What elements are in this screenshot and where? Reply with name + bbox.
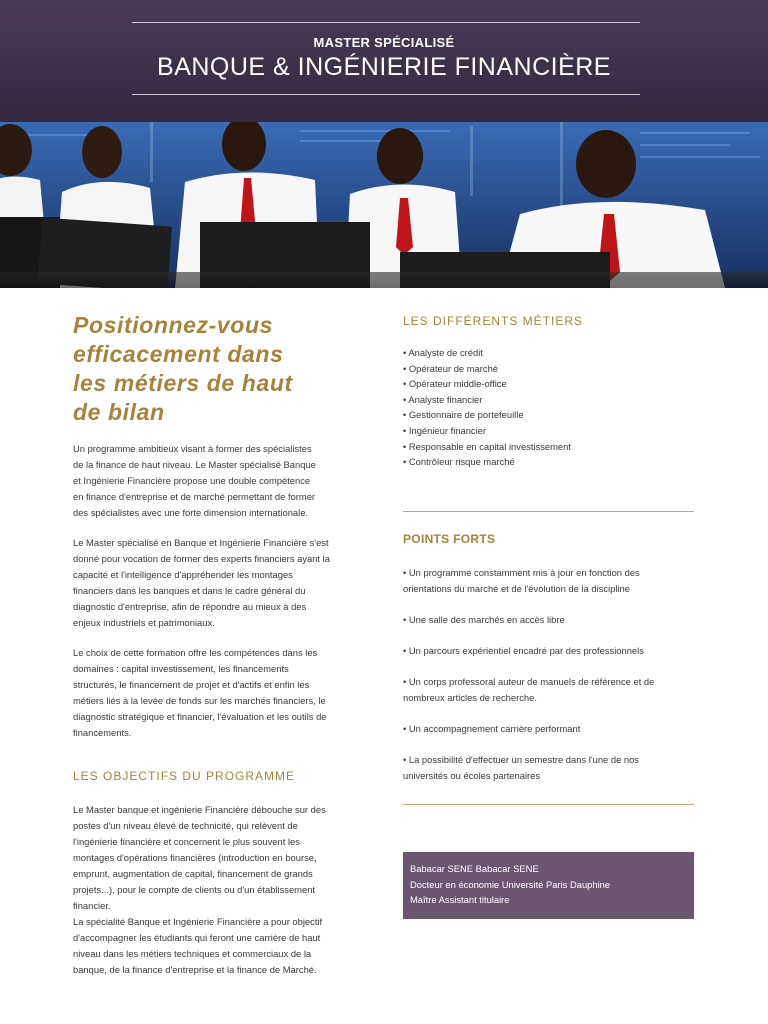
- text-line: • Un parcours expérientiel encadré par des professionnels: [403, 645, 644, 656]
- text-line: projets...), pour le compte de clients ou d'un établissement: [73, 884, 316, 895]
- list-item: • Contrôleur risque marché: [403, 456, 515, 468]
- list-item: • Gestionnaire de portefeuille: [403, 409, 524, 421]
- divider: [403, 804, 694, 805]
- text-line: banque, de la finance d'entreprise et la finance de Marché.: [73, 964, 317, 975]
- text-line: Le choix de cette formation offre les compétences dans les: [73, 647, 318, 658]
- text-line: financier.: [73, 900, 111, 911]
- author-box: [403, 852, 694, 919]
- headline-line: efficacement dans: [73, 341, 284, 367]
- list-item: • Analyste de crédit: [403, 347, 483, 358]
- text-line: l'ingénierie financière et concernent le plus souvent les: [73, 836, 300, 847]
- list-item: • Opérateur middle-office: [403, 378, 507, 390]
- text-line: Un programme ambitieux visant à former des spécialistes: [73, 443, 312, 454]
- author-title: Docteur en économie Université Paris Dauphine: [410, 879, 611, 890]
- header-kicker: MASTER SPÉCIALISÉ: [313, 35, 455, 50]
- text-line: • La possibilité d'effectuer un semestre dans l'une de nos: [403, 754, 639, 765]
- text-line: donné pour vocation de former des experts financiers ayant la: [73, 553, 330, 564]
- list-item: • Analyste financier: [403, 393, 483, 405]
- text-line: montages d'opérations financières (introduction en bourse,: [73, 852, 317, 863]
- text-line: diagnostic stratégique et financier, l'évaluation et les outils de: [73, 711, 327, 722]
- strength-item: [403, 752, 699, 783]
- paragraph-competences: [73, 645, 369, 741]
- text-line: diagnostic d'entreprise, afin de répondre au mieux à des: [73, 601, 307, 612]
- list-item: • Opérateur de marché: [403, 362, 498, 374]
- text-line: • Un corps professoral auteur de manuels de référence et de: [403, 676, 655, 687]
- strength-item: [403, 643, 699, 659]
- text-line: métiers liés à la levée de fonds sur les marchés financiers, le: [73, 695, 326, 706]
- strength-item: [403, 612, 699, 628]
- text-line: • Une salle des marchés en accès libre: [403, 614, 565, 625]
- strength-item: [403, 721, 699, 737]
- author-role: Maître Assistant titulaire: [410, 894, 510, 905]
- text-line: nombreux articles de recherche.: [403, 691, 537, 703]
- students-at-computers-photo: [0, 122, 768, 288]
- header-top-rule: [132, 22, 640, 23]
- jobs-heading: LES DIFFÉRENTS MÉTIERS: [403, 314, 584, 328]
- text-line: • Un programme constamment mis à jour en fonction des: [403, 567, 640, 578]
- points-forts-heading: POINTS FORTS: [403, 532, 496, 546]
- objectives-paragraph: [73, 802, 373, 978]
- divider: [403, 511, 694, 512]
- header-band: [0, 0, 768, 122]
- list-item: • Responsable en capital investissement: [403, 440, 571, 452]
- list-item: • Ingénieur financier: [403, 424, 487, 436]
- text-line: et Ingénierie Financière propose une double compétence: [73, 475, 311, 486]
- text-line: • Un accompagnement carrière performant: [403, 723, 581, 734]
- text-line: La spécialité Banque et Ingénierie Financière a pour objectif: [73, 916, 323, 927]
- intro-paragraph: [73, 441, 369, 521]
- text-line: universités ou écoles partenaires: [403, 769, 541, 781]
- text-line: structurés, le financement de projet et d'actifs et enfin les: [73, 679, 310, 690]
- text-line: en finance d'entreprise et de marché permettant de former: [73, 491, 316, 502]
- text-line: d'accompagner les étudiants qui feront une carrière de haut: [73, 932, 321, 943]
- headline-line: les métiers de haut: [73, 370, 293, 396]
- headline-line: de bilan: [73, 399, 165, 425]
- text-line: niveau dans les métiers techniques et commerciaux de la: [73, 948, 312, 959]
- text-line: financements.: [73, 727, 132, 738]
- strength-item: [403, 674, 699, 705]
- author-name: Babacar SENE Babacar SENE: [410, 863, 539, 874]
- text-line: Le Master banque et ingénierie Financière débouche sur des: [73, 804, 326, 815]
- text-line: postes d'un niveau élevé de technicité, qui relèvent de: [73, 820, 298, 831]
- headline-line: Positionnez-vous: [73, 312, 274, 338]
- text-line: financiers dans les banques et dans le cadre général du: [73, 585, 306, 596]
- paragraph-vocation: [73, 535, 369, 631]
- text-line: de la finance de haut niveau. Le Master spécialisé Banque: [73, 459, 316, 470]
- objectives-heading: LES OBJECTIFS DU PROGRAMME: [73, 769, 296, 783]
- text-line: enjeux industriels et patrimoniaux.: [73, 617, 215, 628]
- text-line: domaines : capital investissement, les financements: [73, 663, 289, 674]
- jobs-list: [403, 345, 703, 470]
- headline: [73, 311, 373, 427]
- text-line: Le Master spécialisé en Banque et Ingénierie Financière s'est: [73, 537, 329, 548]
- header-bottom-rule: [132, 94, 640, 95]
- text-line: capacité et l'intelligence d'appréhender les montages: [73, 569, 293, 580]
- text-line: des spécialistes avec une forte dimension internationale.: [73, 507, 309, 518]
- text-line: orientations du marché et de l'évolution de la discipline: [403, 582, 630, 594]
- strength-item: [403, 565, 699, 596]
- page-title: BANQUE & INGÉNIERIE FINANCIÈRE: [157, 53, 611, 81]
- text-line: emprunt, augmentation de capital, financement de grands: [73, 868, 313, 879]
